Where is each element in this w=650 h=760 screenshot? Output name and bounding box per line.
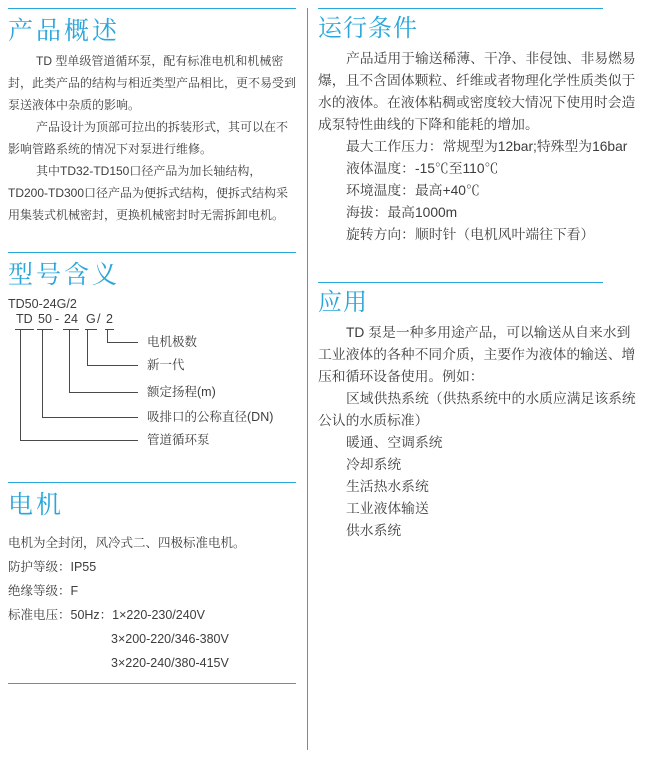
operating-paragraph: 产品适用于输送稀薄、干净、非侵蚀、非易燃易爆，且不含固体颗粒、纤维或者物理化学性质类似于水的液体。在液体粘稠或密度较大情况下使用时会造成泵特性曲线的下降和能耗的增加。 bbox=[318, 51, 636, 132]
section-rule bbox=[8, 683, 296, 684]
section-rule bbox=[8, 8, 296, 9]
section-rule bbox=[8, 482, 296, 483]
motor-insulation-class: 绝缘等级：F bbox=[8, 584, 79, 598]
application-paragraph: TD 泵是一种多用途产品，可以输送从自来水到工业液体的各种不同介质，主要作为液体的输送、增压和循环设备使用。例如： bbox=[318, 325, 636, 384]
diagram-leader-line bbox=[107, 342, 138, 343]
spec-rotation-direction: 旋转方向：顺时针（电机风叶端往下看） bbox=[346, 227, 595, 242]
spec-max-working-pressure: 最大工作压力：常规型为12bar;特殊型为16bar bbox=[346, 139, 628, 154]
spec-altitude: 海拔：最高1000m bbox=[346, 205, 458, 220]
model-code-diagram bbox=[8, 312, 298, 453]
section-motor bbox=[8, 482, 298, 684]
diagram-leader-line bbox=[42, 330, 43, 417]
overview-paragraph: 产品设计为顶部可拉出的拆装形式，其可以在不影响管路系统的情况下对泵进行维修。 bbox=[8, 120, 289, 156]
application-item: 工业液体输送 bbox=[346, 501, 429, 516]
section-product-overview bbox=[8, 8, 298, 226]
application-item: 供水系统 bbox=[346, 523, 402, 538]
diagram-leader-line bbox=[107, 330, 108, 342]
motor-voltage-option: 3×220-240/380-415V bbox=[111, 656, 229, 670]
application-item: 暖通、空调系统 bbox=[346, 435, 443, 450]
diagram-label-pipeline-pump: 管道循环泵 bbox=[147, 433, 210, 447]
application-title: 应用 bbox=[318, 289, 368, 316]
section-application bbox=[318, 282, 644, 542]
model-token-dash: - bbox=[55, 312, 60, 326]
diagram-label-new-generation: 新一代 bbox=[147, 358, 185, 372]
application-district-heating-note: 区域供热系统（供热系统中的水质应满足该系统公认的水质标准） bbox=[318, 391, 636, 428]
motor-title: 电机 bbox=[8, 491, 65, 519]
diagram-leader-line bbox=[42, 417, 138, 418]
spec-ambient-temperature: 环境温度：最高+40℃ bbox=[346, 183, 480, 198]
model-token-50: 50 bbox=[37, 312, 53, 330]
motor-standard-voltage: 标准电压：50Hz：1×220-230/240V bbox=[8, 608, 205, 622]
motor-spec-list bbox=[8, 531, 298, 675]
section-rule bbox=[8, 252, 296, 253]
product-overview-title: 产品概述 bbox=[8, 17, 121, 45]
diagram-leader-line bbox=[69, 330, 70, 392]
motor-description: 电机为全封闭，风冷式二、四极标准电机。 bbox=[8, 536, 246, 550]
diagram-leader-line bbox=[69, 392, 138, 393]
column-divider-line bbox=[307, 8, 308, 750]
diagram-label-motor-poles: 电机极数 bbox=[147, 335, 198, 349]
diagram-leader-line bbox=[20, 440, 138, 441]
operating-conditions-title: 运行条件 bbox=[318, 15, 418, 42]
diagram-leader-line bbox=[87, 365, 138, 366]
overview-paragraph: 其中TD32-TD150口径产品为加长轴结构，TD200-TD300口径产品为便拆式结构，便拆式结构采用集装式机械密封，更换机械密封时无需拆卸电机。 bbox=[8, 164, 289, 222]
section-operating-conditions bbox=[318, 8, 644, 246]
section-rule bbox=[318, 282, 603, 283]
overview-paragraph: TD 型单级管道循环泵，配有标准电机和机械密封，此类产品的结构与相近类型产品相比，更不易受到泵送液体中杂质的影响。 bbox=[8, 54, 297, 112]
diagram-label-rated-head: 额定扬程(m) bbox=[147, 385, 216, 399]
model-token-24: 24 bbox=[63, 312, 79, 330]
right-column bbox=[318, 0, 644, 542]
model-meaning-title: 型号含义 bbox=[8, 261, 121, 289]
motor-protection-class: 防护等级：IP55 bbox=[8, 560, 97, 574]
application-item: 生活热水系统 bbox=[346, 479, 429, 494]
application-item: 冷却系统 bbox=[346, 457, 402, 472]
section-rule bbox=[318, 8, 603, 9]
model-token-td: TD bbox=[15, 312, 34, 330]
model-code: TD50-24G/2 bbox=[8, 297, 77, 311]
motor-voltage-option: 3×200-220/346-380V bbox=[111, 632, 229, 646]
model-token-slash: / bbox=[97, 312, 101, 326]
diagram-leader-line bbox=[20, 330, 21, 440]
diagram-label-nominal-diameter: 吸排口的公称直径(DN) bbox=[147, 410, 274, 424]
model-token-g: G bbox=[85, 312, 97, 330]
diagram-leader-line bbox=[87, 330, 88, 365]
spec-liquid-temperature: 液体温度：-15℃至110℃ bbox=[346, 161, 499, 176]
left-column bbox=[8, 0, 298, 684]
section-model-meaning bbox=[8, 252, 298, 453]
model-token-2: 2 bbox=[105, 312, 114, 330]
